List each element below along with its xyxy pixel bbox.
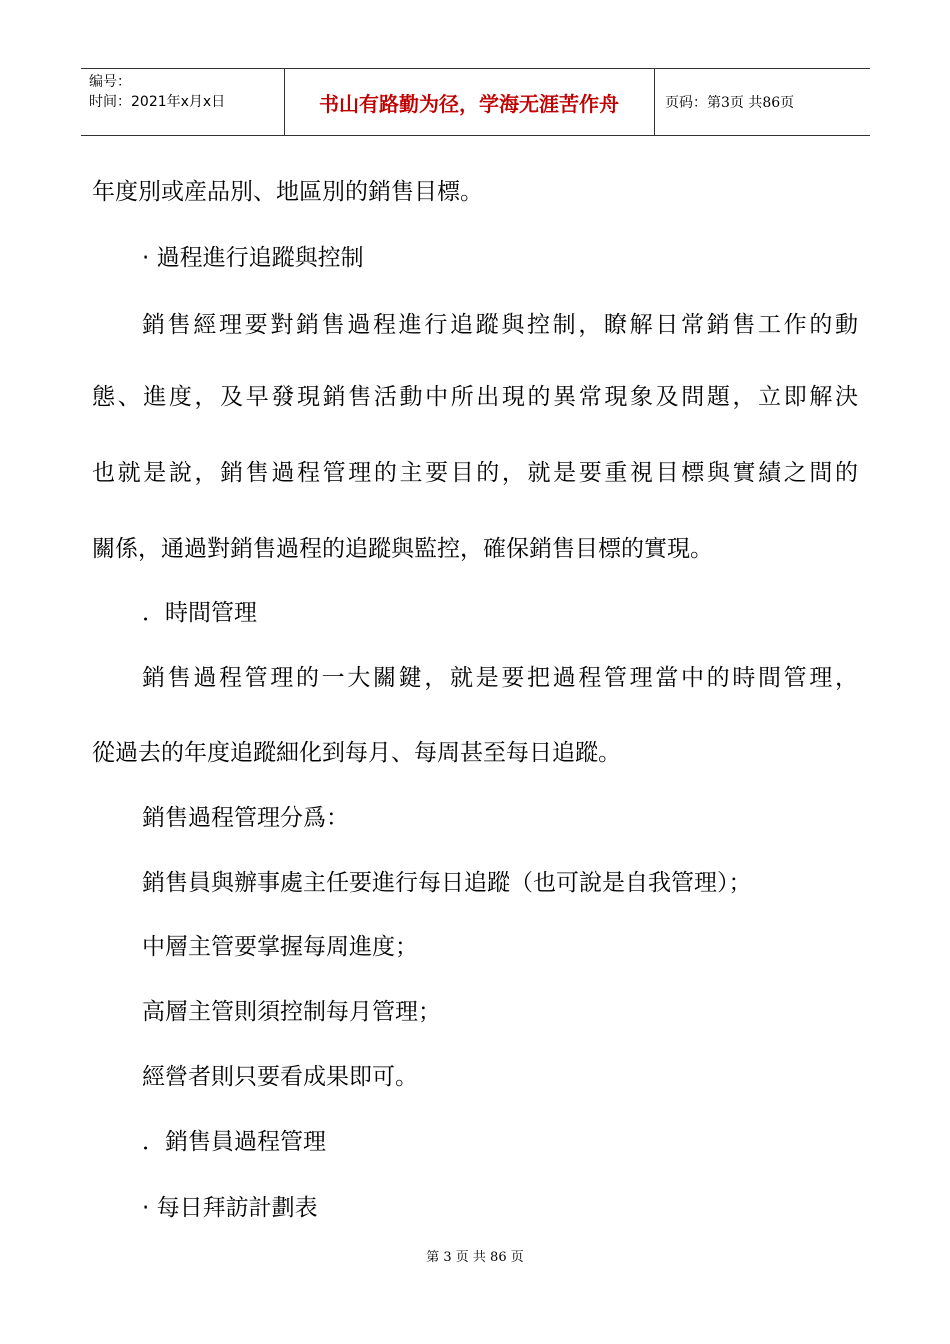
body-line-1: 年度別或産品別、地區別的銷售目標。: [92, 179, 483, 205]
body-line-9: 從過去的年度追蹤細化到每月、每周甚至每日追蹤。: [92, 740, 621, 766]
header-meta: [89, 72, 225, 112]
body-line-12: 中層主管要掌握每周進度；: [142, 934, 418, 960]
body-heading-daily-visit-plan: · 每日拜訪計劃表: [142, 1195, 318, 1221]
header-time-label: 时间：2021年x月x日: [89, 94, 226, 110]
header-page-info: 页码：第3页 共86页: [665, 95, 795, 111]
body-line-3: 銷售經理要對銷售過程進行追蹤與控制，瞭解日常銷售工作的動: [142, 312, 858, 338]
header-number-label: 编号：: [89, 74, 131, 90]
body-line-5: 也就是說，銷售過程管理的主要目的，就是要重視目標與實績之間的: [92, 460, 858, 486]
body-line-8: 銷售過程管理的一大關鍵，就是要把過程管理當中的時間管理，: [142, 665, 858, 691]
body-heading-salesperson-process: ．銷售員過程管理: [142, 1129, 326, 1155]
body-heading-time-management: ．時間管理: [142, 600, 257, 626]
header-divider-right: [654, 69, 655, 135]
body-heading-tracking: · 過程進行追蹤與控制: [142, 245, 364, 271]
header-motto: 书山有路勤为径，学海无涯苦作舟: [319, 91, 619, 116]
page-header: [81, 68, 870, 136]
body-line-6: 關係，通過對銷售過程的追蹤與監控，確保銷售目標的實現。: [92, 536, 713, 562]
body-line-4: 態、進度，及早發現銷售活動中所出現的異常現象及問題，立即解決: [92, 384, 858, 410]
body-line-10: 銷售過程管理分爲：: [142, 805, 349, 831]
body-line-14: 經營者則只要看成果即可。: [142, 1064, 418, 1090]
body-line-11: 銷售員與辦事處主任要進行每日追蹤（也可說是自我管理）；: [142, 870, 752, 896]
body-line-13: 高層主管則須控制每月管理；: [142, 999, 441, 1025]
page-footer: 第 3 页 共 86 页: [426, 1250, 524, 1265]
